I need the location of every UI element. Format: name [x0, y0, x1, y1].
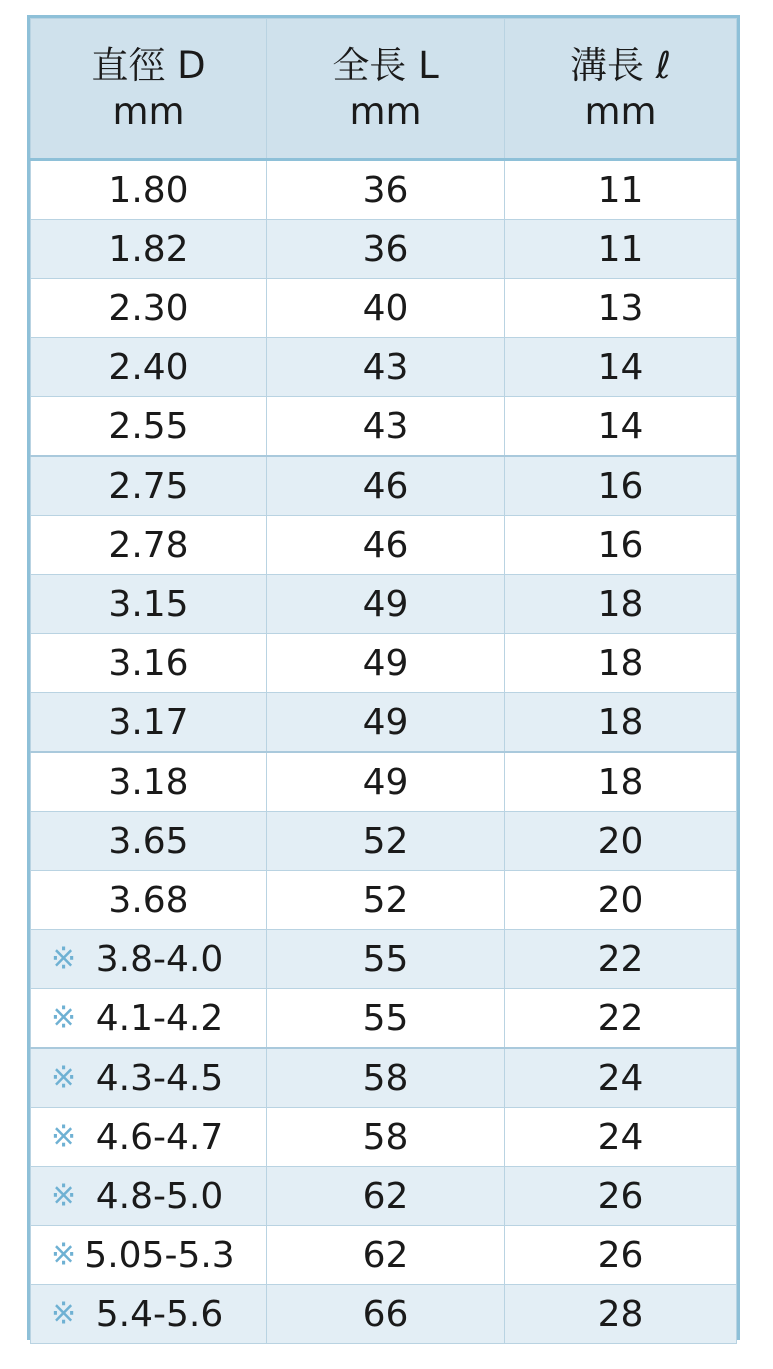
reference-mark: ※ — [51, 1296, 77, 1332]
header-length — [267, 19, 505, 160]
table-row — [31, 989, 737, 1049]
cell-total-length: 49 — [267, 752, 505, 812]
cell-flute-length: 22 — [505, 989, 737, 1049]
cell-flute-length: 24 — [505, 1048, 737, 1108]
cell-total-length: 58 — [267, 1108, 505, 1167]
diameter-value: 5.05-5.3 — [84, 1234, 235, 1276]
header-diameter-unit: mm — [112, 89, 185, 133]
cell-total-length: 52 — [267, 812, 505, 871]
reference-mark: ※ — [51, 1237, 77, 1273]
cell-diameter — [31, 220, 267, 279]
diameter-value: 5.4-5.6 — [95, 1293, 224, 1335]
table-row — [31, 397, 737, 457]
cell-diameter — [31, 456, 267, 516]
cell-diameter — [31, 752, 267, 812]
spec-table-container — [27, 15, 740, 1340]
cell-total-length: 55 — [267, 930, 505, 989]
cell-total-length: 49 — [267, 693, 505, 753]
cell-flute-length: 18 — [505, 575, 737, 634]
table-row — [31, 634, 737, 693]
cell-flute-length: 11 — [505, 160, 737, 220]
cell-flute-length: 18 — [505, 634, 737, 693]
table-row — [31, 220, 737, 279]
cell-diameter — [31, 871, 267, 930]
cell-total-length: 46 — [267, 456, 505, 516]
table-row — [31, 693, 737, 753]
cell-flute-length: 26 — [505, 1167, 737, 1226]
cell-flute-length: 20 — [505, 812, 737, 871]
diameter-value: 3.65 — [108, 820, 189, 862]
cell-total-length: 40 — [267, 279, 505, 338]
cell-flute-length: 14 — [505, 338, 737, 397]
diameter-value: 4.1-4.2 — [95, 997, 224, 1039]
table-row — [31, 1226, 737, 1285]
table-row — [31, 812, 737, 871]
cell-diameter — [31, 930, 267, 989]
reference-mark: ※ — [51, 1178, 77, 1214]
cell-flute-length: 14 — [505, 397, 737, 457]
cell-diameter — [31, 634, 267, 693]
cell-flute-length: 13 — [505, 279, 737, 338]
diameter-value: 3.68 — [108, 879, 189, 921]
cell-total-length: 43 — [267, 397, 505, 457]
diameter-value: 3.16 — [108, 642, 189, 684]
cell-flute-length: 11 — [505, 220, 737, 279]
cell-diameter — [31, 1226, 267, 1285]
cell-diameter — [31, 1285, 267, 1344]
cell-total-length: 43 — [267, 338, 505, 397]
reference-mark: ※ — [51, 1119, 77, 1155]
header-flute-length — [505, 19, 737, 160]
cell-flute-length: 22 — [505, 930, 737, 989]
header-length-unit: mm — [349, 89, 422, 133]
cell-flute-length: 16 — [505, 456, 737, 516]
cell-flute-length: 20 — [505, 871, 737, 930]
table-row — [31, 1167, 737, 1226]
table-row — [31, 1108, 737, 1167]
cell-total-length: 58 — [267, 1048, 505, 1108]
diameter-value: 2.30 — [108, 287, 189, 329]
cell-total-length: 49 — [267, 634, 505, 693]
cell-flute-length: 24 — [505, 1108, 737, 1167]
table-row — [31, 338, 737, 397]
header-diameter-label: 直徑 D — [91, 43, 206, 87]
cell-diameter — [31, 397, 267, 457]
cell-flute-length: 18 — [505, 693, 737, 753]
table-row — [31, 871, 737, 930]
reference-mark: ※ — [51, 1000, 77, 1036]
table-row — [31, 1048, 737, 1108]
cell-flute-length: 26 — [505, 1226, 737, 1285]
cell-total-length: 46 — [267, 516, 505, 575]
diameter-value: 3.15 — [108, 583, 189, 625]
reference-mark: ※ — [51, 1060, 77, 1096]
cell-total-length: 36 — [267, 160, 505, 220]
cell-diameter — [31, 1167, 267, 1226]
cell-diameter — [31, 989, 267, 1049]
cell-flute-length: 28 — [505, 1285, 737, 1344]
header-flute-unit: mm — [584, 89, 657, 133]
reference-mark: ※ — [51, 941, 77, 977]
cell-total-length: 66 — [267, 1285, 505, 1344]
cell-diameter — [31, 812, 267, 871]
cell-total-length: 36 — [267, 220, 505, 279]
cell-diameter — [31, 338, 267, 397]
diameter-value: 4.6-4.7 — [95, 1116, 224, 1158]
cell-diameter — [31, 575, 267, 634]
cell-diameter — [31, 279, 267, 338]
drill-size-table — [30, 18, 737, 1344]
cell-total-length: 49 — [267, 575, 505, 634]
cell-total-length: 52 — [267, 871, 505, 930]
diameter-value: 3.8-4.0 — [95, 938, 224, 980]
cell-diameter — [31, 160, 267, 220]
diameter-value: 1.82 — [108, 228, 189, 270]
table-body — [31, 160, 737, 1344]
diameter-value: 4.8-5.0 — [95, 1175, 224, 1217]
table-row — [31, 456, 737, 516]
table-row — [31, 930, 737, 989]
diameter-value: 2.55 — [108, 405, 189, 447]
cell-diameter — [31, 1048, 267, 1108]
cell-diameter — [31, 516, 267, 575]
diameter-value: 1.80 — [108, 169, 189, 211]
cell-diameter — [31, 693, 267, 753]
diameter-value: 2.75 — [108, 465, 189, 507]
header-length-label: 全長 L — [332, 43, 439, 87]
cell-total-length: 62 — [267, 1167, 505, 1226]
table-row — [31, 1285, 737, 1344]
diameter-value: 3.18 — [108, 761, 189, 803]
table-header-row — [31, 19, 737, 160]
table-row — [31, 160, 737, 220]
cell-total-length: 55 — [267, 989, 505, 1049]
cell-diameter — [31, 1108, 267, 1167]
header-diameter — [31, 19, 267, 160]
header-flute-label: 溝長 ℓ — [569, 43, 672, 87]
diameter-value: 3.17 — [108, 701, 189, 743]
diameter-value: 2.78 — [108, 524, 189, 566]
table-row — [31, 575, 737, 634]
cell-flute-length: 16 — [505, 516, 737, 575]
table-row — [31, 516, 737, 575]
cell-flute-length: 18 — [505, 752, 737, 812]
table-row — [31, 279, 737, 338]
diameter-value: 4.3-4.5 — [95, 1057, 224, 1099]
table-row — [31, 752, 737, 812]
cell-total-length: 62 — [267, 1226, 505, 1285]
diameter-value: 2.40 — [108, 346, 189, 388]
